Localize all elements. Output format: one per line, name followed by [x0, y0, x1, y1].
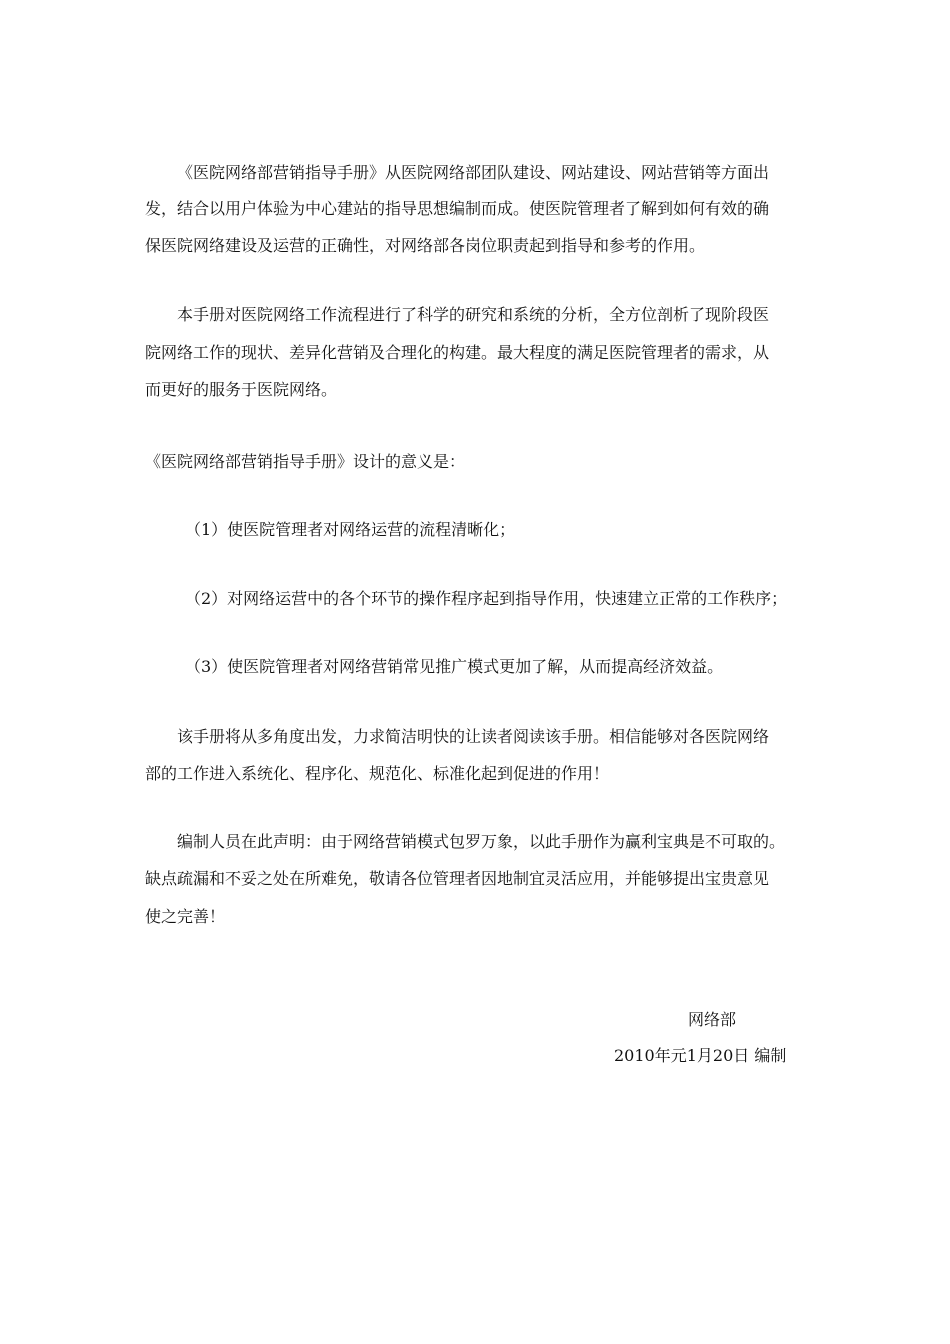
purpose-line-1: 该手册将从多角度出发，力求简洁明快的让读者阅读该手册。相信能够对各医院网络	[177, 727, 770, 746]
statement-line-3: 使之完善！	[145, 907, 226, 926]
signature-date: 2010年元1月20日 编制	[614, 1046, 787, 1065]
significance-item-1: （1）使医院管理者对网络运营的流程清晰化；	[185, 520, 516, 539]
significance-item-3: （3）使医院管理者对网络营销常见推广模式更加了解，从而提高经济效益。	[185, 657, 724, 676]
intro-line-3: 保医院网络建设及运营的正确性，对网络部各岗位职责起到指导和参考的作用。	[145, 236, 706, 255]
analysis-line-2: 院网络工作的现状、差异化营销及合理化的构建。最大程度的满足医院管理者的需求，从	[145, 343, 770, 362]
significance-item-2: （2）对网络运营中的各个环节的操作程序起到指导作用，快速建立正常的工作秩序；	[185, 589, 788, 608]
intro-line-2: 发，结合以用户体验为中心建站的指导思想编制而成。使医院管理者了解到如何有效的确	[145, 199, 770, 218]
purpose-line-2: 部的工作进入系统化、程序化、规范化、标准化起到促进的作用！	[145, 764, 610, 783]
statement-line-2: 缺点疏漏和不妥之处在所难免，敬请各位管理者因地制宜灵活应用，并能够提出宝贵意见	[145, 869, 770, 888]
intro-line-1: 《医院网络部营销指导手册》从医院网络部团队建设、网站建设、网站营销等方面出	[177, 163, 770, 182]
analysis-line-1: 本手册对医院网络工作流程进行了科学的研究和系统的分析，全方位剖析了现阶段医	[177, 305, 770, 324]
analysis-line-3: 而更好的服务于医院网络。	[145, 380, 338, 399]
signature-department: 网络部	[688, 1010, 737, 1029]
statement-line-1: 编制人员在此声明：由于网络营销模式包罗万象，以此手册作为赢利宝典是不可取的。	[177, 832, 786, 851]
significance-heading: 《医院网络部营销指导手册》设计的意义是：	[145, 452, 466, 471]
